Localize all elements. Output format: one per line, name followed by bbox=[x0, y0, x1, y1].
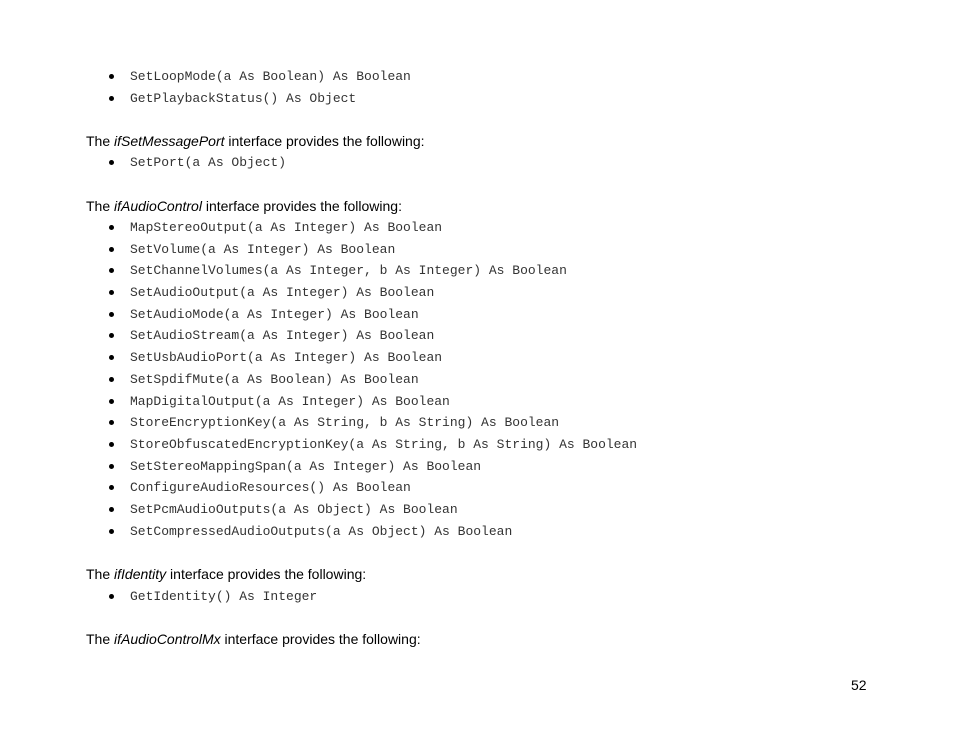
list-item bbox=[0, 477, 954, 499]
method-signature: SetChannelVolumes(a As Integer, b As Integer) As Boolean bbox=[130, 263, 567, 279]
bullet-icon bbox=[109, 507, 114, 512]
interface-name: ifAudioControlMx bbox=[114, 631, 221, 647]
list-item bbox=[0, 282, 954, 304]
bullet-icon bbox=[109, 442, 114, 447]
interface-intro-set-message-port bbox=[86, 132, 425, 150]
bullet-icon bbox=[109, 268, 114, 273]
bullet-list bbox=[0, 217, 954, 542]
bullet-icon bbox=[109, 247, 114, 252]
list-item bbox=[0, 456, 954, 478]
list-item bbox=[0, 369, 954, 391]
method-signature: GetPlaybackStatus() As Object bbox=[130, 90, 357, 106]
bullet-icon bbox=[109, 594, 114, 599]
bullet-list bbox=[0, 586, 954, 608]
intro-prefix: The bbox=[86, 198, 115, 214]
intro-suffix: interface provides the following: bbox=[166, 566, 367, 582]
list-item bbox=[0, 260, 954, 282]
bullet-icon bbox=[109, 333, 114, 338]
list-item bbox=[0, 152, 954, 174]
list-item bbox=[0, 412, 954, 434]
interface-intro-audio-control-mx bbox=[86, 630, 421, 648]
intro-prefix: The bbox=[86, 133, 115, 149]
bullet-list bbox=[0, 152, 954, 174]
method-signature: SetCompressedAudioOutputs(a As Object) As Boolean bbox=[130, 523, 513, 539]
method-signature: MapStereoOutput(a As Integer) As Boolean bbox=[130, 220, 443, 235]
page-number: 52 bbox=[851, 677, 867, 693]
method-signature: MapDigitalOutput(a As Integer) As Boolean bbox=[130, 393, 450, 409]
method-list-set-message-port bbox=[0, 152, 954, 174]
list-item bbox=[0, 304, 954, 326]
bullet-icon bbox=[109, 377, 114, 382]
method-signature: SetSpdifMute(a As Boolean) As Boolean bbox=[130, 371, 419, 387]
method-signature: ConfigureAudioResources() As Boolean bbox=[130, 480, 411, 496]
method-signature: SetLoopMode(a As Boolean) As Boolean bbox=[130, 69, 411, 84]
bullet-icon bbox=[109, 399, 114, 404]
bullet-list bbox=[0, 66, 954, 109]
bullet-icon bbox=[109, 225, 114, 230]
intro-prefix: The bbox=[86, 631, 115, 647]
bullet-icon bbox=[109, 485, 114, 490]
interface-name: ifAudioControl bbox=[114, 198, 202, 214]
method-signature: SetPort(a As Object) bbox=[130, 155, 287, 170]
list-item bbox=[0, 434, 954, 456]
bullet-icon bbox=[109, 420, 114, 425]
method-signature: SetPcmAudioOutputs(a As Object) As Boolean bbox=[130, 501, 458, 517]
bullet-icon bbox=[109, 96, 114, 101]
method-signature: SetAudioStream(a As Integer) As Boolean bbox=[130, 328, 435, 344]
method-signature: StoreEncryptionKey(a As String, b As String) As Boolean bbox=[130, 415, 560, 431]
bullet-icon bbox=[109, 290, 114, 295]
bullet-icon bbox=[109, 529, 114, 534]
bullet-icon bbox=[109, 355, 114, 360]
method-signature: StoreObfuscatedEncryptionKey(a As String, b As String) As Boolean bbox=[130, 436, 638, 452]
method-signature: SetAudioMode(a As Integer) As Boolean bbox=[130, 306, 419, 322]
bullet-icon bbox=[109, 74, 114, 79]
method-signature: SetUsbAudioPort(a As Integer) As Boolean bbox=[130, 350, 443, 366]
bullet-icon bbox=[109, 160, 114, 165]
method-signature: SetStereoMappingSpan(a As Integer) As Boolean bbox=[130, 458, 482, 474]
method-signature: SetVolume(a As Integer) As Boolean bbox=[130, 241, 396, 257]
bullet-icon bbox=[109, 312, 114, 317]
interface-intro-audio-control bbox=[86, 197, 402, 215]
list-item bbox=[0, 66, 954, 88]
list-item bbox=[0, 586, 954, 608]
list-item bbox=[0, 217, 954, 239]
method-signature: GetIdentity() As Integer bbox=[130, 589, 318, 604]
bullet-icon bbox=[109, 464, 114, 469]
list-item bbox=[0, 347, 954, 369]
list-item bbox=[0, 499, 954, 521]
intro-prefix: The bbox=[86, 566, 115, 582]
method-list-audio-control bbox=[0, 217, 954, 542]
intro-suffix: interface provides the following: bbox=[224, 133, 425, 149]
intro-suffix: interface provides the following: bbox=[220, 631, 421, 647]
list-item bbox=[0, 391, 954, 413]
interface-name: ifIdentity bbox=[114, 566, 167, 582]
list-item bbox=[0, 521, 954, 543]
interface-intro-identity bbox=[86, 565, 366, 583]
list-item bbox=[0, 325, 954, 347]
intro-suffix: interface provides the following: bbox=[201, 198, 402, 214]
method-signature: SetAudioOutput(a As Integer) As Boolean bbox=[130, 285, 435, 301]
method-list-top bbox=[0, 66, 954, 109]
list-item bbox=[0, 239, 954, 261]
interface-name: ifSetMessagePort bbox=[114, 133, 225, 149]
list-item bbox=[0, 88, 954, 110]
method-list-identity bbox=[0, 586, 954, 608]
